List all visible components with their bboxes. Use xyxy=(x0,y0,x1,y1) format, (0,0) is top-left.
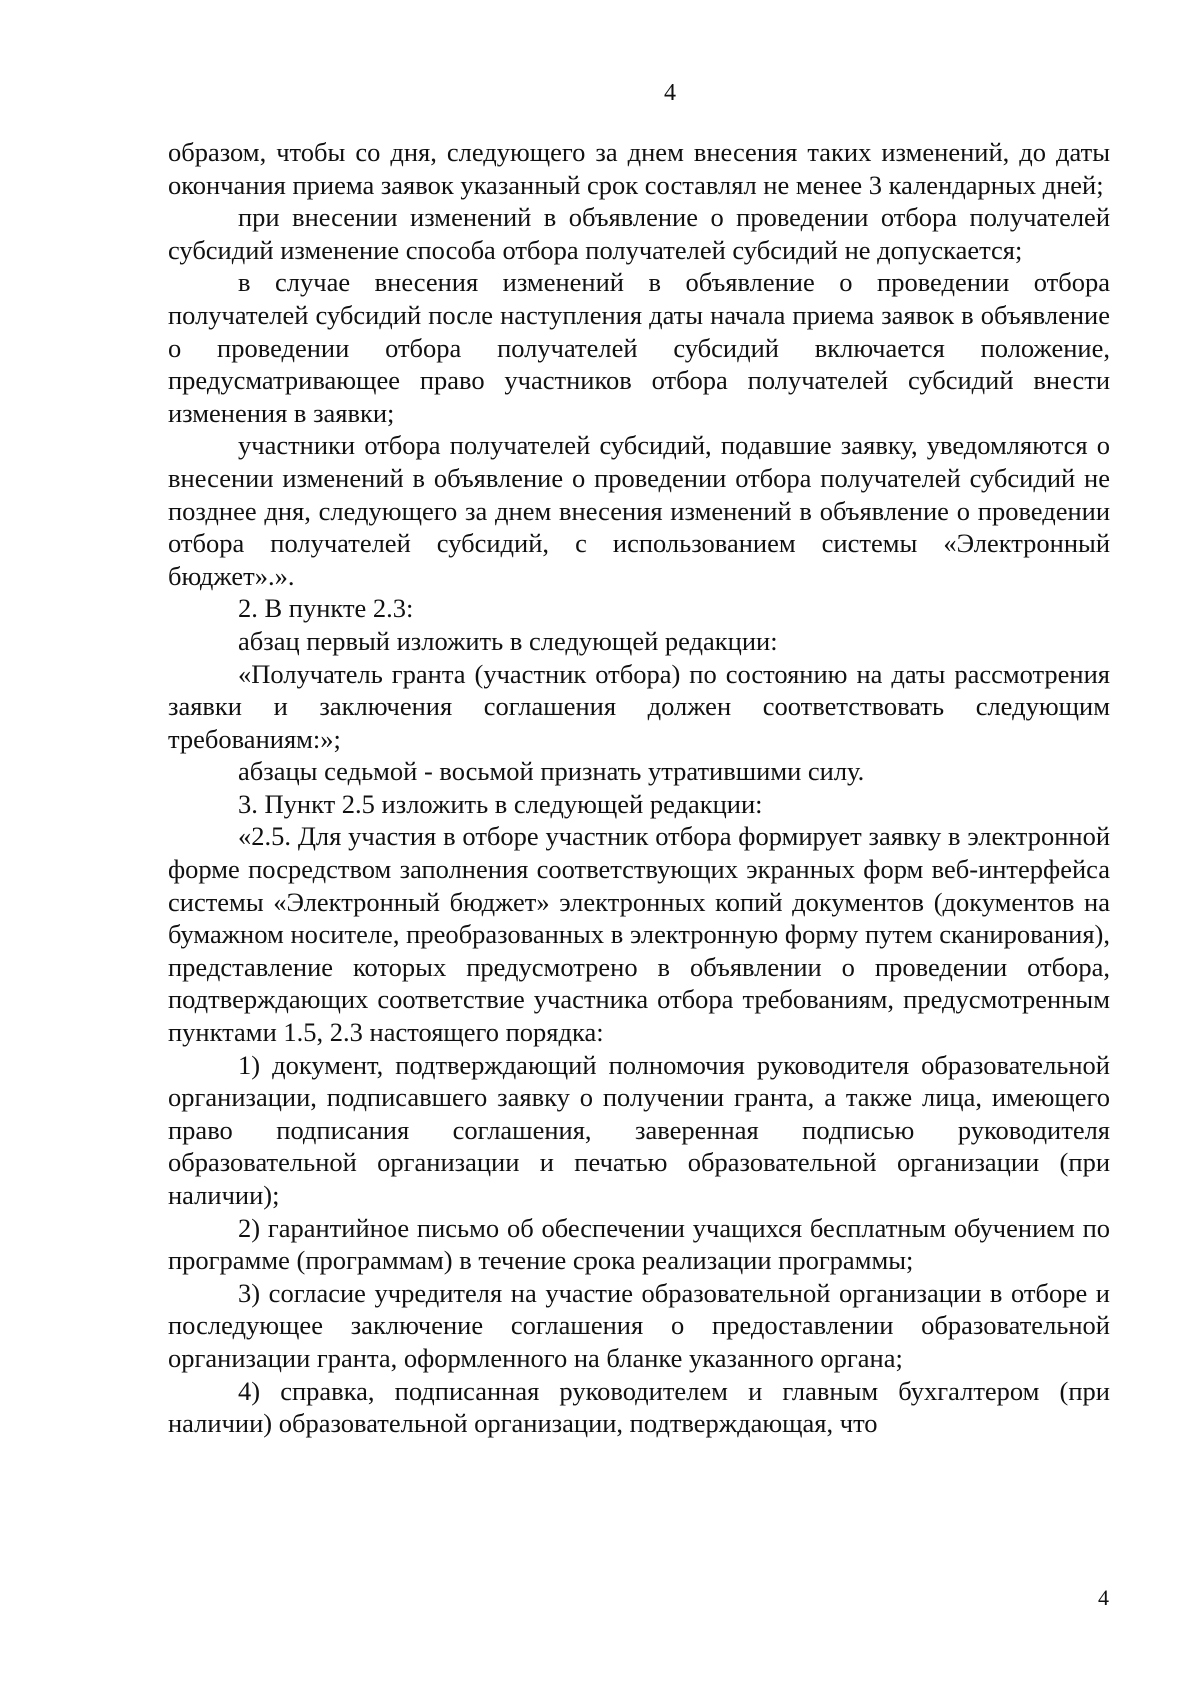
page-number-bottom: 4 xyxy=(1098,1585,1109,1610)
paragraph: абзацы седьмой - восьмой признать утратившими силу. xyxy=(238,756,865,787)
paragraph: участники отбора получателей субсидий, подавшие заявку, уведомляются о внесении изменений в объявление о проведении отбора получателей субсидий не позднее дня, следующего за днем внесения изменений в объявление о проведении отбора получателей субсидий, с использованием системы «Электронный бюджет».». xyxy=(168,430,1110,591)
document-body xyxy=(168,136,1110,1440)
paragraph: в случае внесения изменений в объявление о проведении отбора получателей субсидий после наступления даты начала приема заявок в объявление о проведении отбора получателей субсидий включается положение, предусматривающее право участников отбора получателей субсидий внести изменения в заявки; xyxy=(168,267,1110,428)
paragraph: 3. Пункт 2.5 изложить в следующей редакции: xyxy=(238,788,763,819)
paragraph: «Получатель гранта (участник отбора) по состоянию на даты рассмотрения заявки и заключения соглашения должен соответствовать следующим требованиям:»; xyxy=(168,658,1110,754)
page-number-top: 4 xyxy=(664,80,676,106)
paragraph: абзац первый изложить в следующей редакции: xyxy=(238,625,778,656)
list-item: 2) гарантийное письмо об обеспечении учащихся бесплатным обучением по программе (программам) в течение срока реализации программы; xyxy=(168,1212,1110,1276)
paragraph: при внесении изменений в объявление о проведении отбора получателей субсидий изменение способа отбора получателей субсидий не допускается; xyxy=(168,202,1110,265)
paragraph-continuation: образом, чтобы со дня, следующего за днем внесения таких изменений, до даты окончания приема заявок указанный срок составлял не менее 3 календарных дней; xyxy=(168,137,1110,200)
paragraph: 2. В пункте 2.3: xyxy=(238,593,414,624)
list-item: 1) документ, подтверждающий полномочия руководителя образовательной организации, подписавшего заявку о получении гранта, а также лица, имеющего право подписания соглашения, заверенная подписью руководителя образовательной организации и печатью образовательной организации (при наличии); xyxy=(168,1049,1110,1210)
list-item: 4) справка, подписанная руководителем и главным бухгалтером (при наличии) образовательной организации, подтверждающая, что xyxy=(168,1375,1110,1439)
list-item: 3) согласие учредителя на участие образовательной организации в отборе и последующее заключение соглашения о предоставлении образовательной организации гранта, оформленного на бланке указанного органа; xyxy=(168,1277,1110,1373)
paragraph: «2.5. Для участия в отборе участник отбора формирует заявку в электронной форме посредством заполнения соответствующих экранных форм веб-интерфейса системы «Электронный бюджет» электронных копий документов (документов на бумажном носителе, преобразованных в электронную форму путем сканирования), представление которых предусмотрено в объявлении о проведении отбора, подтверждающих соответствие участника отбора требованиям, предусмотренным пунктами 1.5, 2.3 настоящего порядка: xyxy=(168,821,1110,1048)
